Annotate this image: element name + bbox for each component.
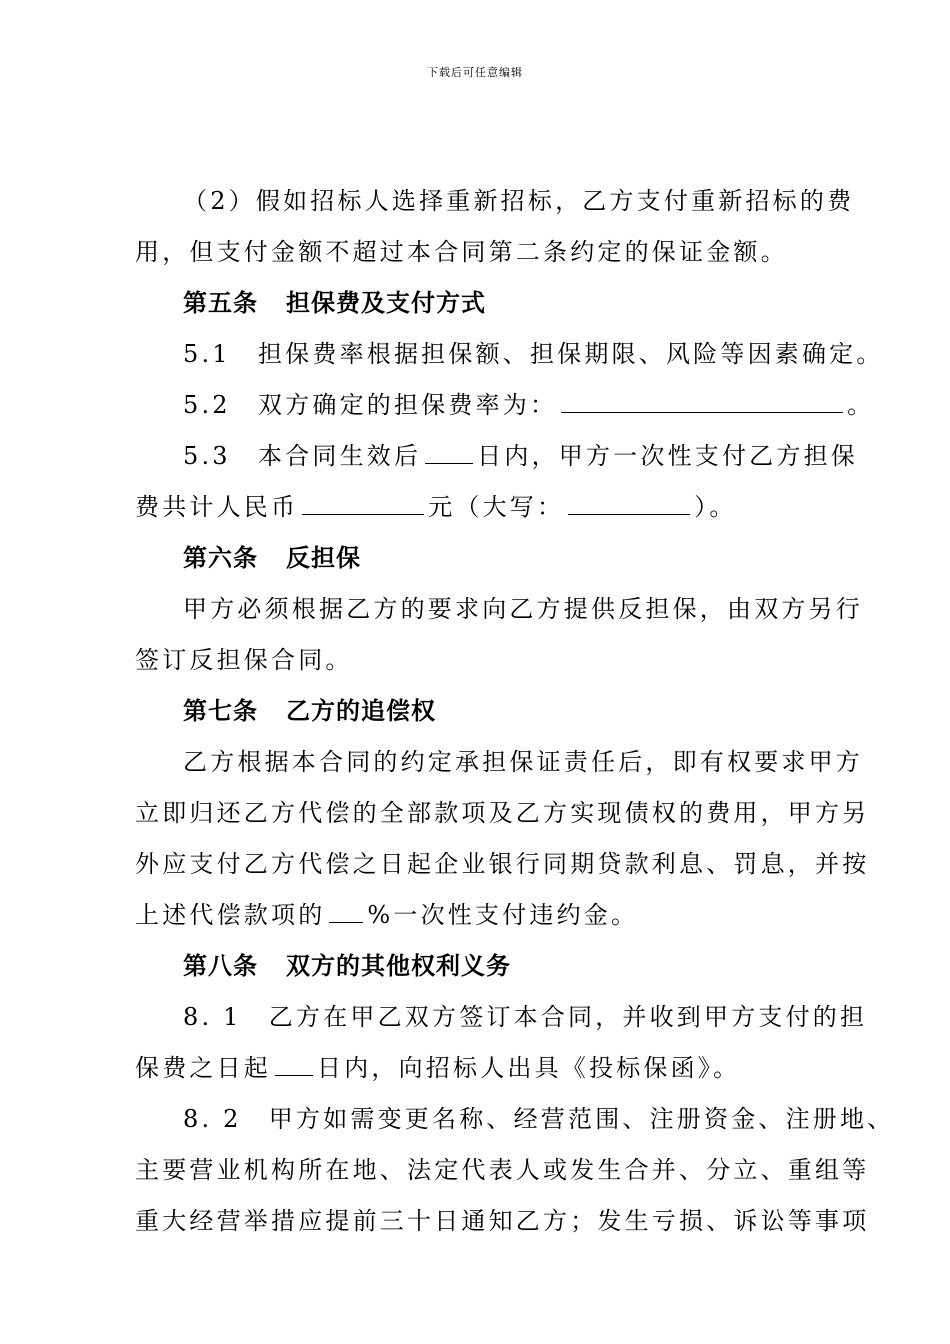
clause-line: 8. 2 甲方如需变更名称、经营范围、注册资金、注册地、 <box>183 1105 895 1133</box>
clause-text: 保费之日起 <box>135 1054 271 1082</box>
clause-text: 元（大写： <box>428 493 565 521</box>
article-heading <box>135 686 835 737</box>
fill-in-blank[interactable] <box>561 382 843 413</box>
paragraph-line: 立即归还乙方代偿的全部款项及乙方实现债权的费用，甲方另 <box>135 799 870 827</box>
clause-text: 日内，向招标人出具《投标保函》。 <box>317 1054 741 1082</box>
article-heading <box>135 278 835 329</box>
article-number: 第五条 <box>183 289 258 317</box>
article-title: 双方的其他权利义务 <box>286 952 511 980</box>
clause-text: 5.3 本合同生效后 <box>183 442 422 470</box>
clause-text: 。 <box>847 391 875 419</box>
article-number: 第六条 <box>183 544 258 572</box>
paragraph-line: （2）假如招标人选择重新招标，乙方支付重新招标的费 <box>183 187 855 215</box>
clause-text: 5.2 双方确定的担保费率为： <box>183 391 558 419</box>
article-number: 第八条 <box>183 952 258 980</box>
fill-in-blank[interactable] <box>302 484 424 515</box>
paragraph-line: 外应支付乙方代偿之日起企业银行同期贷款利息、罚息，并按 <box>135 850 870 878</box>
clause-text: %一次性支付违约金。 <box>367 901 639 929</box>
article-title: 乙方的追偿权 <box>286 697 436 725</box>
fill-in-blank[interactable] <box>425 433 473 464</box>
clause-text: 上述代偿款项的 <box>135 901 326 929</box>
fill-in-blank[interactable] <box>568 484 690 515</box>
article-title: 反担保 <box>286 544 361 572</box>
fill-in-blank[interactable] <box>329 892 363 923</box>
clause-text: 费共计人民币 <box>135 493 299 521</box>
clause-text: 日内，甲方一次性支付乙方担保 <box>477 442 858 470</box>
clause-line: 8. 1 乙方在甲乙双方签订本合同，并收到甲方支付的担 <box>183 1003 868 1031</box>
clause-text: ）。 <box>694 493 737 521</box>
clause-line: 5.1 担保费率根据担保额、担保期限、风险等因素确定。 <box>183 340 884 368</box>
clause-line: 重大经营举措应提前三十日通知乙方；发生亏损、诉讼等事项 <box>135 1207 870 1235</box>
page-header: 下载后可任意编辑 <box>427 66 523 79</box>
article-number: 第七条 <box>183 697 258 725</box>
paragraph-line: 签订反担保合同。 <box>135 646 353 674</box>
clause-line <box>135 1043 835 1094</box>
clause-line <box>135 380 875 431</box>
paragraph-line <box>135 890 835 941</box>
clause-line: 主要营业机构所在地、法定代表人或发生合并、分立、重组等 <box>135 1156 870 1184</box>
paragraph-line: 乙方根据本合同的约定承担保证责任后，即有权要求甲方 <box>183 748 863 776</box>
clause-line <box>135 431 858 482</box>
article-heading <box>135 533 835 584</box>
paragraph-line: 甲方必须根据乙方的要求向乙方提供反担保，由双方另行 <box>183 595 863 623</box>
document-body <box>135 176 895 1247</box>
paragraph-line: 用，但支付金额不超过本合同第二条约定的保证金额。 <box>135 238 788 266</box>
article-heading <box>135 941 835 992</box>
fill-in-blank[interactable] <box>275 1045 313 1076</box>
article-title: 担保费及支付方式 <box>286 289 486 317</box>
clause-line <box>135 482 835 533</box>
